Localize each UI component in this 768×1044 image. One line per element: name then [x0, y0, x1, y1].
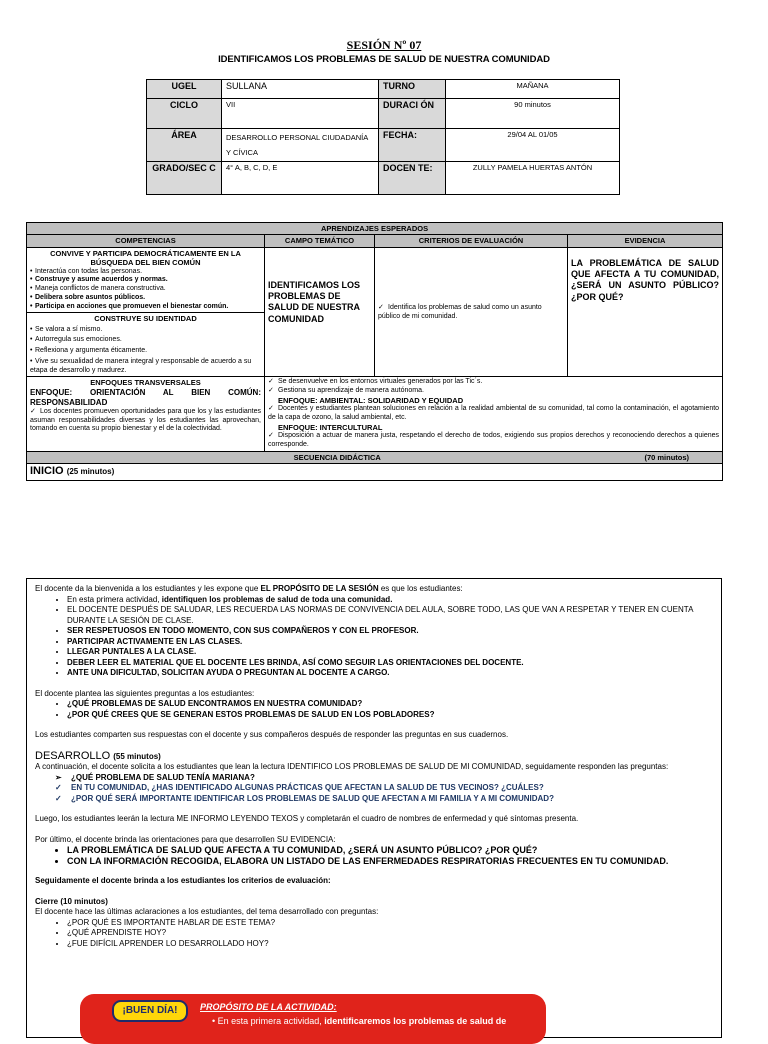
intro-text: El docente da la bienvenida a los estudiantes y les expone que	[35, 584, 261, 593]
col-evidencia: EVIDENCIA	[568, 235, 723, 247]
banner-item: • En esta primera actividad, identificaremos los problemas de salud de	[212, 1016, 507, 1026]
enfoque1-text: ✓ Los docentes promueven oportunidades para que los y las estudiantes asuman responsabilidades diversas y los estudiantes las aprovechan, tomando en cuenta su propio bienestar y el de la colectividad.	[30, 408, 261, 434]
session-development-box	[26, 578, 722, 1038]
desarrollo-time: (55 minutos)	[113, 751, 161, 761]
comp1-item: • Maneja conflictos de manera constructiva.	[30, 285, 261, 294]
comp2-title: CONSTRUYE SU IDENTIDAD	[94, 314, 197, 324]
fecha-value: 29/04 AL 01/05	[446, 129, 620, 162]
turno-label: TURNO	[379, 80, 446, 99]
grado-label: GRADO/SEC C	[147, 162, 222, 195]
list-item: • ANTE UNA DIFICULTAD, SOLICITAN AYUDA O PREGUNTAN AL DOCENTE A CARGO.	[67, 668, 713, 679]
list-item: • ¿POR QUÉ ES IMPORTANTE HABLAR DE ESTE TEMA?	[67, 918, 713, 929]
campo-tematico: IDENTIFICAMOS LOS PROBLEMAS DE SALUD DE NUESTRA COMUNIDAD	[265, 247, 375, 377]
secuencia-row	[27, 451, 723, 463]
enfoque2-title: ENFOQUE: AMBIENTAL: SOLIDARIDAD Y EQUIDAD	[278, 395, 464, 405]
evidencia-cell: LA PROBLEMÁTICA DE SALUD QUE AFECTA A TU COMUNIDAD, ¿SERÁ UN ASUNTO PÚBLICO? ¿POR QUÉ?	[568, 247, 723, 377]
enfoque-item: ✓ Gestiona su aprendizaje de manera autónoma.	[268, 387, 719, 396]
list-item: • LLEGAR PUNTALES A LA CLASE.	[67, 647, 713, 658]
list-item: • ¿FUE DIFÍCIL APRENDER LO DESARROLLADO HOY?	[67, 939, 713, 950]
comp1-item: • Delibera sobre asuntos públicos.	[30, 294, 261, 303]
purpose-text: En esta primera actividad,	[67, 594, 162, 604]
list-item: • ¿QUÉ PROBLEMAS DE SALUD ENCONTRAMOS EN NUESTRA COMUNIDAD?	[67, 699, 713, 710]
criterios-paragraph: Seguidamente el docente brinda a los estudiantes los criterios de evaluación:	[35, 876, 331, 885]
session-title: SESIÓN Nº 07	[346, 38, 422, 52]
turno-value: MAÑANA	[446, 80, 620, 99]
enfoque2-text: ✓ Docentes y estudiantes plantean soluciones en relación a la realidad ambiental de su comunidad, tal como la contaminación, el agotamiento de la capa de ozono, la salud ambiental, etc.	[268, 405, 719, 423]
enfoques-left	[27, 377, 265, 451]
comp1-title: CONVIVE Y PARTICIPA DEMOCRÁTICAMENTE EN LA BÚSQUEDA DEL BIEN COMÚN	[50, 248, 241, 268]
intro-bold: EL PROPÓSITO DE LA SESIÓN	[260, 584, 379, 593]
list-item: • PARTICIPAR ACTIVAMENTE EN LAS CLASES.	[67, 637, 713, 648]
enfoque-item: ✓ Se desenvuelve en los entornos virtuales generados por las Tic´s.	[268, 378, 719, 387]
cierre-list	[35, 918, 713, 950]
area-value: DESARROLLO PERSONAL CIUDADANÍA Y CÍVICA	[222, 129, 379, 162]
ciclo-value: VII	[222, 99, 379, 129]
enfoque3-text: ✓ Disposición a actuar de manera justa, respetando el derecho de todos, exigiendo sus propios derechos y reconociendo derechos a quienes corresponde.	[268, 432, 719, 450]
ugel-label: UGEL	[147, 80, 222, 99]
grado-value: 4° A, B, C, D, E	[222, 162, 379, 195]
comp2-item: • Vive su sexualidad de manera integral y responsable de acuerdo a su etapa de desarrollo y madurez.	[30, 358, 261, 376]
enfoque1-title: ENFOQUE: ORIENTACIÓN AL BIEN COMÚN: RESPONSABILIDAD	[30, 387, 261, 407]
intro-paragraph	[35, 584, 713, 595]
comp2-item: • Se valora a sí mismo.	[30, 326, 261, 335]
enfoques-right	[265, 377, 723, 451]
docente-value: ZULLY PAMELA HUERTAS ANTÓN	[446, 162, 620, 195]
banner-item-text: En esta primera actividad,	[217, 1016, 325, 1026]
enfoque3-title: ENFOQUE: INTERCULTURAL	[278, 422, 383, 432]
list-item: ✓ ¿POR QUÉ SERÁ IMPORTANTE IDENTIFICAR LOS PROBLEMAS DE SALUD QUE AFECTAN A MI FAMILIA Y A MI COMUNIDAD?	[55, 794, 713, 805]
session-info-table	[146, 79, 620, 195]
comp2-item: • Autorregula sus emociones.	[30, 336, 261, 345]
duracion-value: 90 minutos	[446, 99, 620, 129]
list-item: • CON LA INFORMACIÓN RECOGIDA, ELABORA UN LISTADO DE LAS ENFERMEDADES RESPIRATORIAS FRECUENTES EN TU COMUNIDAD.	[67, 856, 713, 867]
list-item	[67, 595, 713, 606]
enfoques-title: ENFOQUES TRANSVERSALES	[90, 378, 201, 388]
area-label: ÁREA	[147, 129, 222, 162]
cierre-text: El docente hace las últimas aclaraciones a los estudiantes, del tema desarrollado con preguntas:	[35, 907, 379, 916]
col-campo: CAMPO TEMÁTICO	[265, 235, 375, 247]
list-item: • DEBER LEER EL MATERIAL QUE EL DOCENTE LES BRINDA, ASÍ COMO SEGUIR LAS ORIENTACIONES DEL DOCENTE.	[67, 658, 713, 669]
norms-list	[35, 595, 713, 679]
intro-text-end: es que los estudiantes:	[378, 584, 463, 593]
session-subtitle: IDENTIFICAMOS LOS PROBLEMAS DE SALUD DE NUESTRA COMUNIDAD	[218, 54, 550, 65]
banner-title: PROPÓSITO DE LA ACTIVIDAD:	[200, 1002, 337, 1012]
col-competencias: COMPETENCIAS	[27, 235, 265, 247]
desarrollo-heading	[35, 751, 713, 763]
criterio-item: ✓ Identifica los problemas de salud como un asunto público de mi comunidad.	[378, 304, 564, 322]
check-list	[35, 783, 713, 804]
comp1-item: • Construye y asume acuerdos y normas.	[30, 276, 261, 285]
banner-item-bold: identificaremos los problemas de salud de	[324, 1016, 507, 1026]
competencias-cell	[27, 247, 265, 377]
col-criterios: CRITERIOS DE EVALUACIÓN	[375, 235, 568, 247]
aprendizajes-header: APRENDIZAJES ESPERADOS	[27, 223, 723, 235]
list-item: ➢ ¿QUÉ PROBLEMA DE SALUD TENÍA MARIANA?	[55, 773, 713, 784]
purpose-bold: identifiquen los problemas de salud de toda una comunidad.	[161, 594, 393, 604]
duracion-label: DURACI ÓN	[379, 99, 446, 129]
fecha-label: FECHA:	[379, 129, 446, 162]
desarrollo-text: A continuación, el docente solicita a los estudiantes que lean la lectura IDENTIFICO LOS PROBLEMAS DE SALUD DE MI COMUNIDAD, seguidamente responden las preguntas:	[35, 762, 669, 771]
comp1-item: • Interactúa con todas las personas.	[30, 268, 261, 277]
secuencia-label: SECUENCIA DIDÁCTICA	[293, 452, 381, 462]
ciclo-label: CICLO	[147, 99, 222, 129]
aprendizajes-table	[26, 222, 723, 481]
list-item: ✓ EN TU COMUNIDAD, ¿HAS IDENTIFICADO ALGUNAS PRÁCTICAS QUE AFECTAN LA SALUD DE TUS VECINOS? ¿CUÁLES?	[55, 783, 713, 794]
buen-dia-badge: ¡BUEN DÍA!	[112, 1000, 188, 1022]
list-item: • ¿POR QUÉ CREES QUE SE GENERAN ESTOS PROBLEMAS DE SALUD EN LOS POBLADORES?	[67, 710, 713, 721]
criterio-cell	[375, 247, 568, 377]
cierre-heading: Cierre (10 minutos)	[35, 896, 108, 906]
evidencias-list	[35, 845, 713, 866]
comp2-item: • Reflexiona y argumenta éticamente.	[30, 347, 261, 356]
inicio-row	[27, 464, 723, 481]
list-item: • LA PROBLEMÁTICA DE SALUD QUE AFECTA A TU COMUNIDAD, ¿SERÁ UN ASUNTO PÚBLICO? ¿POR QUÉ?	[67, 845, 713, 856]
ultimo-paragraph: Por último, el docente brinda las orientaciones para que desarrollen SU EVIDENCIA:	[35, 834, 336, 844]
inicio-label: INICIO	[30, 465, 64, 477]
ugel-value: SULLANA	[222, 80, 379, 99]
luego-paragraph: Luego, los estudiantes leerán la lectura ME INFORMO LEYENDO TEXOS y completarán el cuadro de nombres de enfermedad y qué síntomas presenta.	[35, 814, 579, 823]
docente-label: DOCEN TE:	[379, 162, 446, 195]
questions-intro: El docente plantea las siguientes preguntas a los estudiantes:	[35, 688, 255, 698]
inicio-time: (25 minutos)	[66, 467, 115, 476]
list-item: • SER RESPETUOSOS EN TODO MOMENTO, CON SUS COMPAÑEROS Y CON EL PROFESOR.	[67, 626, 713, 637]
arrow-list	[35, 773, 713, 784]
desarrollo-label: DESARROLLO	[35, 749, 111, 762]
purpose-banner	[80, 994, 546, 1044]
share-paragraph: Los estudiantes comparten sus respuestas con el docente y sus compañeros después de responder las preguntas en sus cuadernos.	[35, 730, 509, 739]
list-item: • ¿QUÉ APRENDISTE HOY?	[67, 928, 713, 939]
comp1-item: • Participa en acciones que promueven el bienestar común.	[30, 303, 261, 312]
questions-list	[35, 699, 713, 720]
list-item: • EL DOCENTE DESPUÉS DE SALUDAR, LES RECUERDA LAS NORMAS DE CONVIVENCIA DEL AULA, SOBRE TODO, LAS QUE VAN A RESPETAR Y TENER EN CUENTA DURANTE LA SESIÓN DE CLASE.	[67, 605, 713, 626]
secuencia-time: (70 minutos)	[644, 452, 690, 462]
